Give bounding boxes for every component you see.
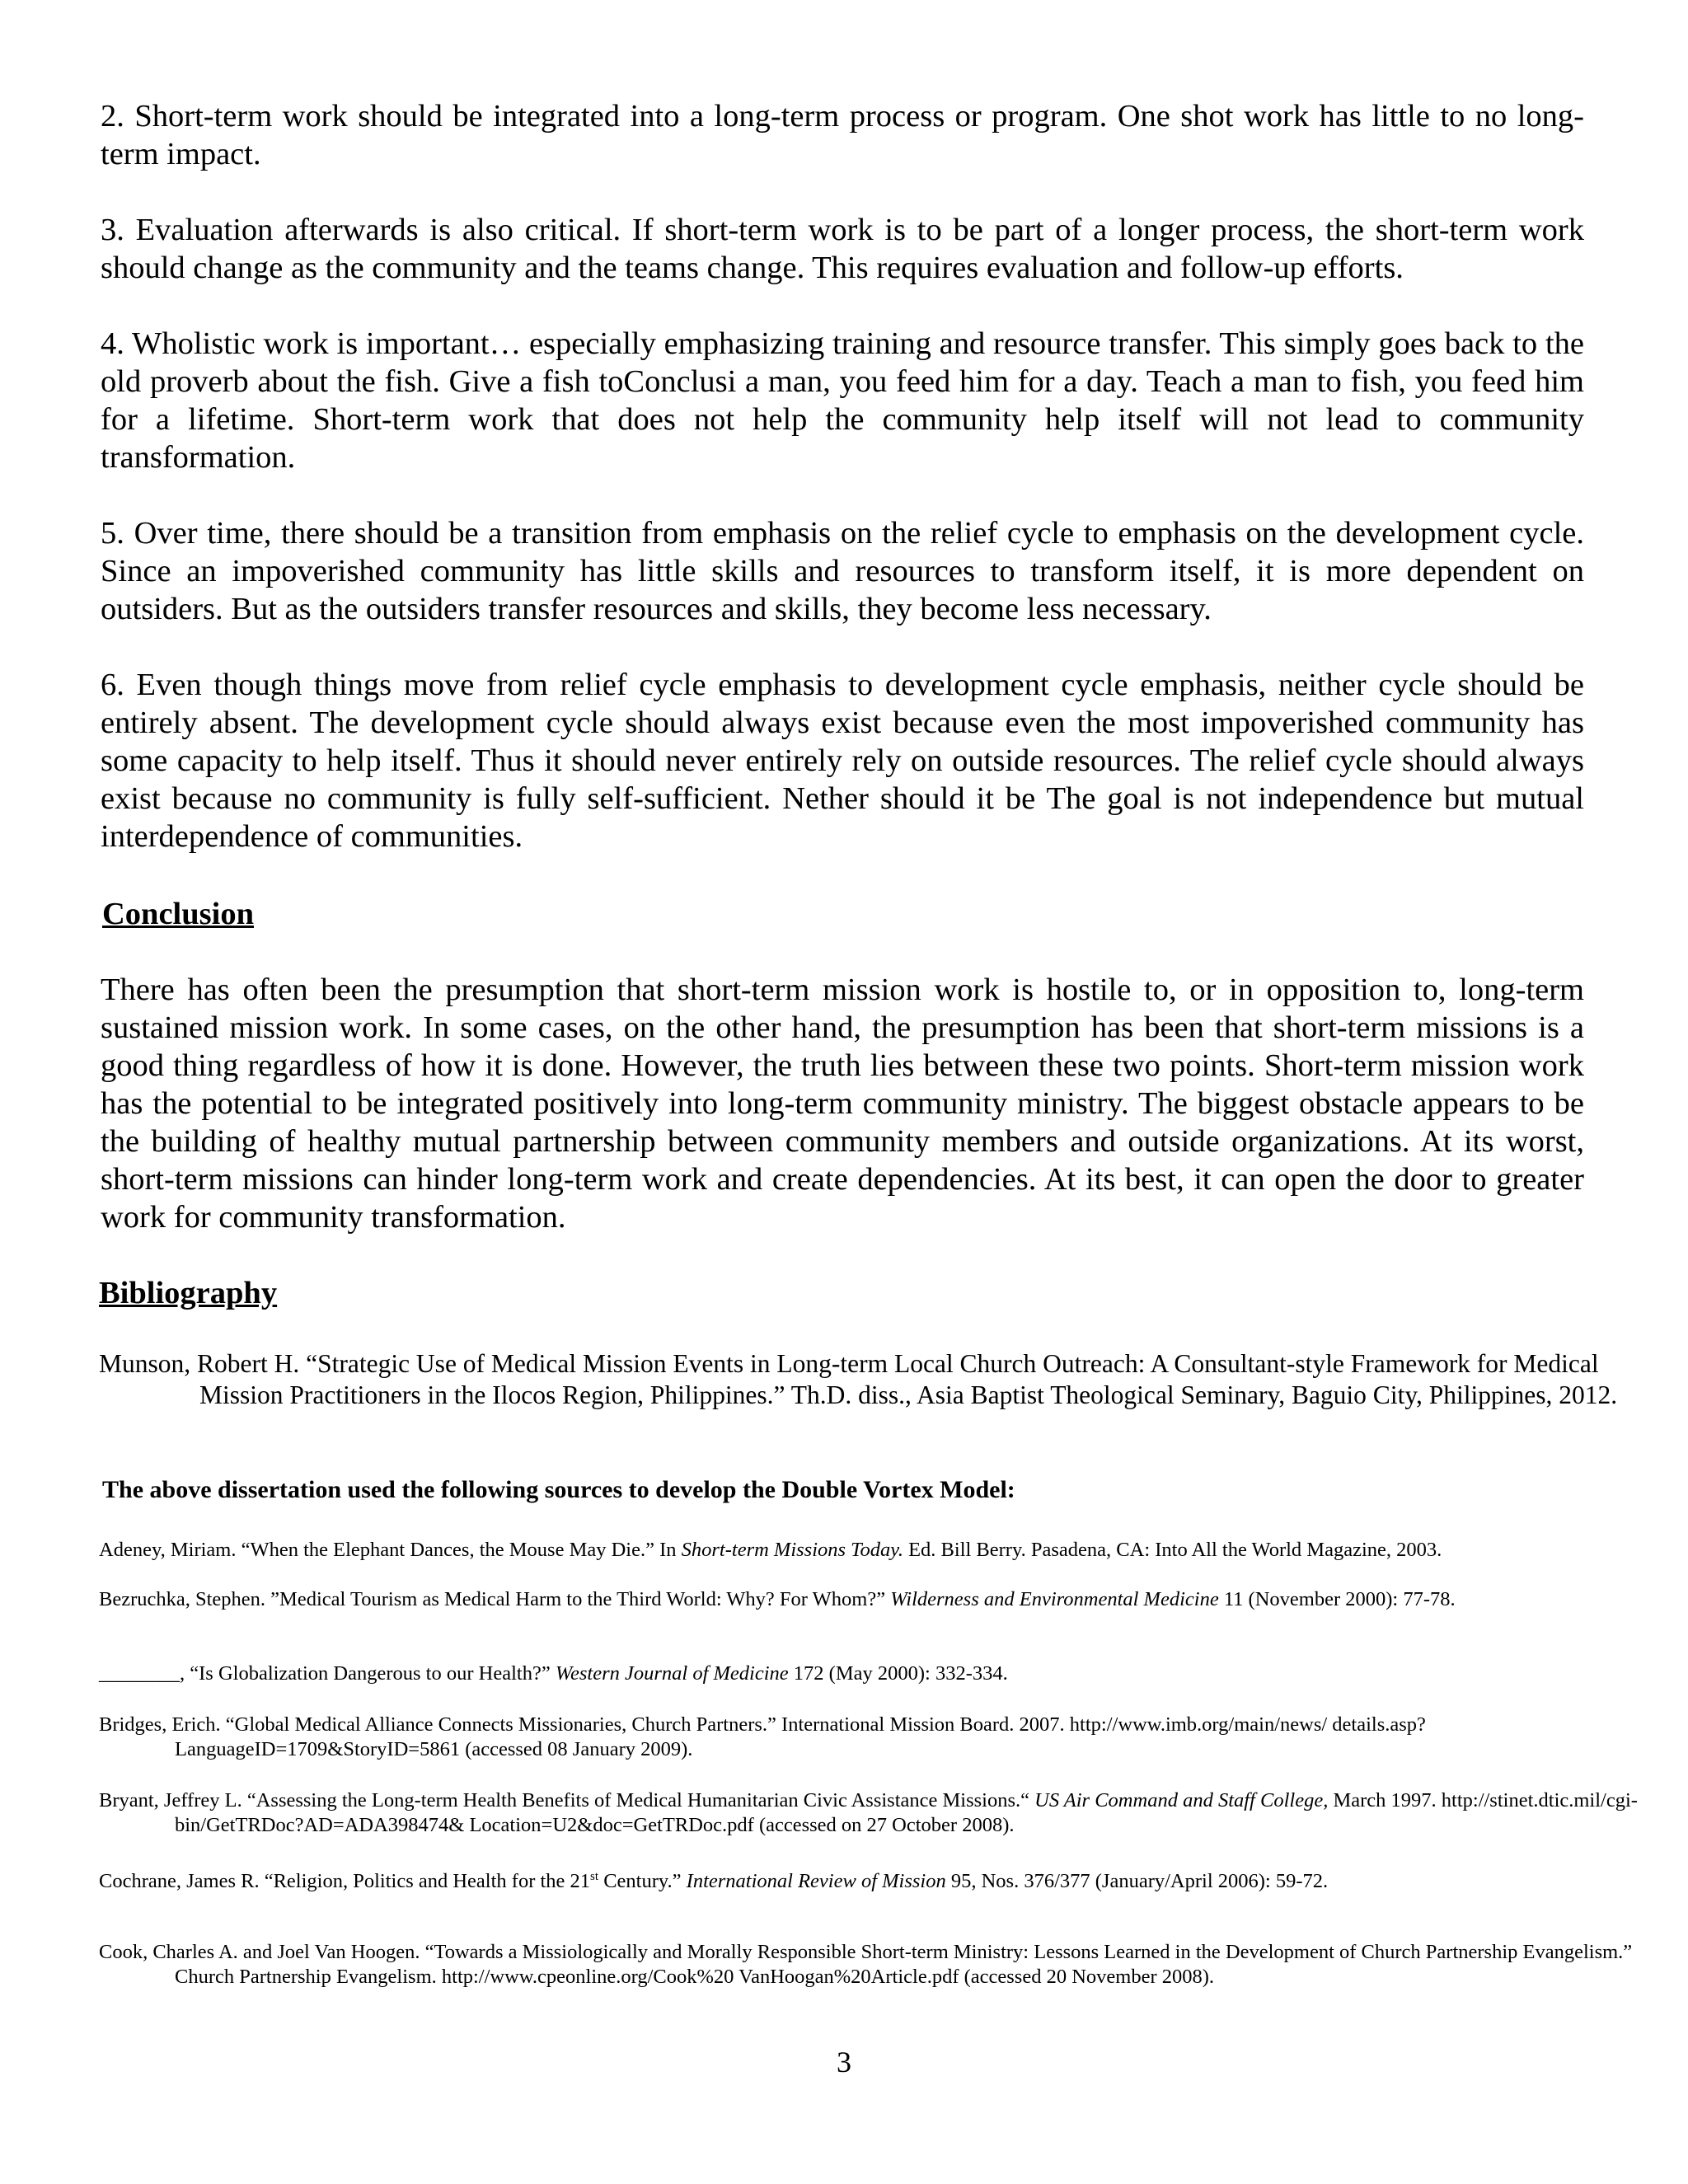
paragraph-point-6: 6. Even though things move from relief cycle emphasis to development cycle emphasis, neither cycle should be entirely absent. The development cycle should always exist because even the most impoverished community has some capacity to help itself. Thus it should never entirely rely on outside resources. The relief cycle should always exist because no community is fully self-sufficient. Nether should it be The goal is not independence but mutual interdependence of communities. bbox=[101, 668, 1584, 854]
conclusion-body: There has often been the presumption that short-term mission work is hostile to, or in opposition to, long-term sustained mission work. In some cases, on the other hand, the presumption has been that short-term missions is a good thing regardless of how it is done. However, the truth lies between these two points. Short-term mission work has the potential to be integrated positively into long-term community ministry. The biggest obstacle appears to be the building of healthy mutual partnership between community members and outside organizations. At its worst, short-term missions can hinder long-term work and create dependencies. At its best, it can open the door to greater work for community transformation. bbox=[101, 972, 1584, 1235]
paragraph-point-3: 3. Evaluation afterwards is also critical. If short-term work is to be part of a longer process, the short-term work should change as the community and the teams change. This requires evaluation and follow-up efforts. bbox=[101, 213, 1584, 285]
sources-note: The above dissertation used the following sources to develop the Double Vortex Model: bbox=[102, 1476, 1015, 1503]
bibliography-heading: Bibliography bbox=[99, 1276, 278, 1310]
reference-entry: Bryant, Jeffrey L. “Assessing the Long-term Health Benefits of Medical Humanitarian Civic Assistance Missions.“ US Air Command and Staff College, March 1997. http://stinet.dtic.mil/cgi-bin/GetTRDoc?AD=ADA398474& Location=U2&doc=GetTRDoc.pdf (accessed on 27 October 2008). bbox=[99, 1789, 1638, 1836]
reference-entry: ________, “Is Globalization Dangerous to our Health?” Western Journal of Medicine 172 (May 2000): 332-334. bbox=[99, 1662, 1008, 1685]
reference-entry: Cook, Charles A. and Joel Van Hoogen. “Towards a Missiologically and Morally Responsible Short-term Ministry: Lessons Learned in the Development of Church Partnership Evangelism.” Church Partnership Evangelism. http://www.cpeonline.org/Cook%20 VanHoogan%20Article.pdf (accessed 20 November 2008). bbox=[99, 1941, 1633, 1988]
reference-entry: Adeney, Miriam. “When the Elephant Dances, the Mouse May Die.” In Short-term Missions Today. Ed. Bill Berry. Pasadena, CA: Into All the World Magazine, 2003. bbox=[99, 1539, 1442, 1561]
bibliography-main-entry: Munson, Robert H. “Strategic Use of Medical Mission Events in Long-term Local Church Outreach: A Consultant-style Framework for Medical Mission Practitioners in the Ilocos Region, Philippines.” Th.D. diss., Asia Baptist Theological Seminary, Baguio City, Philippines, 2012. bbox=[99, 1349, 1618, 1409]
reference-entry: Bridges, Erich. “Global Medical Alliance Connects Missionaries, Church Partners.” International Mission Board. 2007. http://www.imb.org/main/news/ details.asp?LanguageID=1709&StoryID=5861 (accessed 08 January 2009). bbox=[99, 1713, 1426, 1760]
paragraph-point-2: 2. Short-term work should be integrated into a long-term process or program. One shot work has little to no long-term impact. bbox=[101, 99, 1584, 171]
page-number: 3 bbox=[837, 2046, 851, 2079]
reference-entry: Cochrane, James R. “Religion, Politics and Health for the 21st Century.” International Review of Mission 95, Nos. 376/377 (January/April 2006): 59-72. bbox=[99, 1870, 1329, 1893]
paragraph-point-4: 4. Wholistic work is important… especially emphasizing training and resource transfer. This simply goes back to the old proverb about the fish. Give a fish toConclusi a man, you feed him for a day. Teach a man to fish, you feed him for a lifetime. Short-term work that does not help the community help itself will not lead to community transformation. bbox=[101, 326, 1584, 475]
conclusion-heading: Conclusion bbox=[102, 897, 255, 931]
paragraph-point-5: 5. Over time, there should be a transition from emphasis on the relief cycle to emphasis on the development cycle. Since an impoverished community has little skills and resources to transform itself, it is more dependent on outsiders. But as the outsiders transfer resources and skills, they become less necessary. bbox=[101, 516, 1584, 626]
reference-entry: Bezruchka, Stephen. ”Medical Tourism as Medical Harm to the Third World: Why? For Whom?” Wilderness and Environmental Medicine 11 (November 2000): 77-78. bbox=[99, 1588, 1456, 1610]
